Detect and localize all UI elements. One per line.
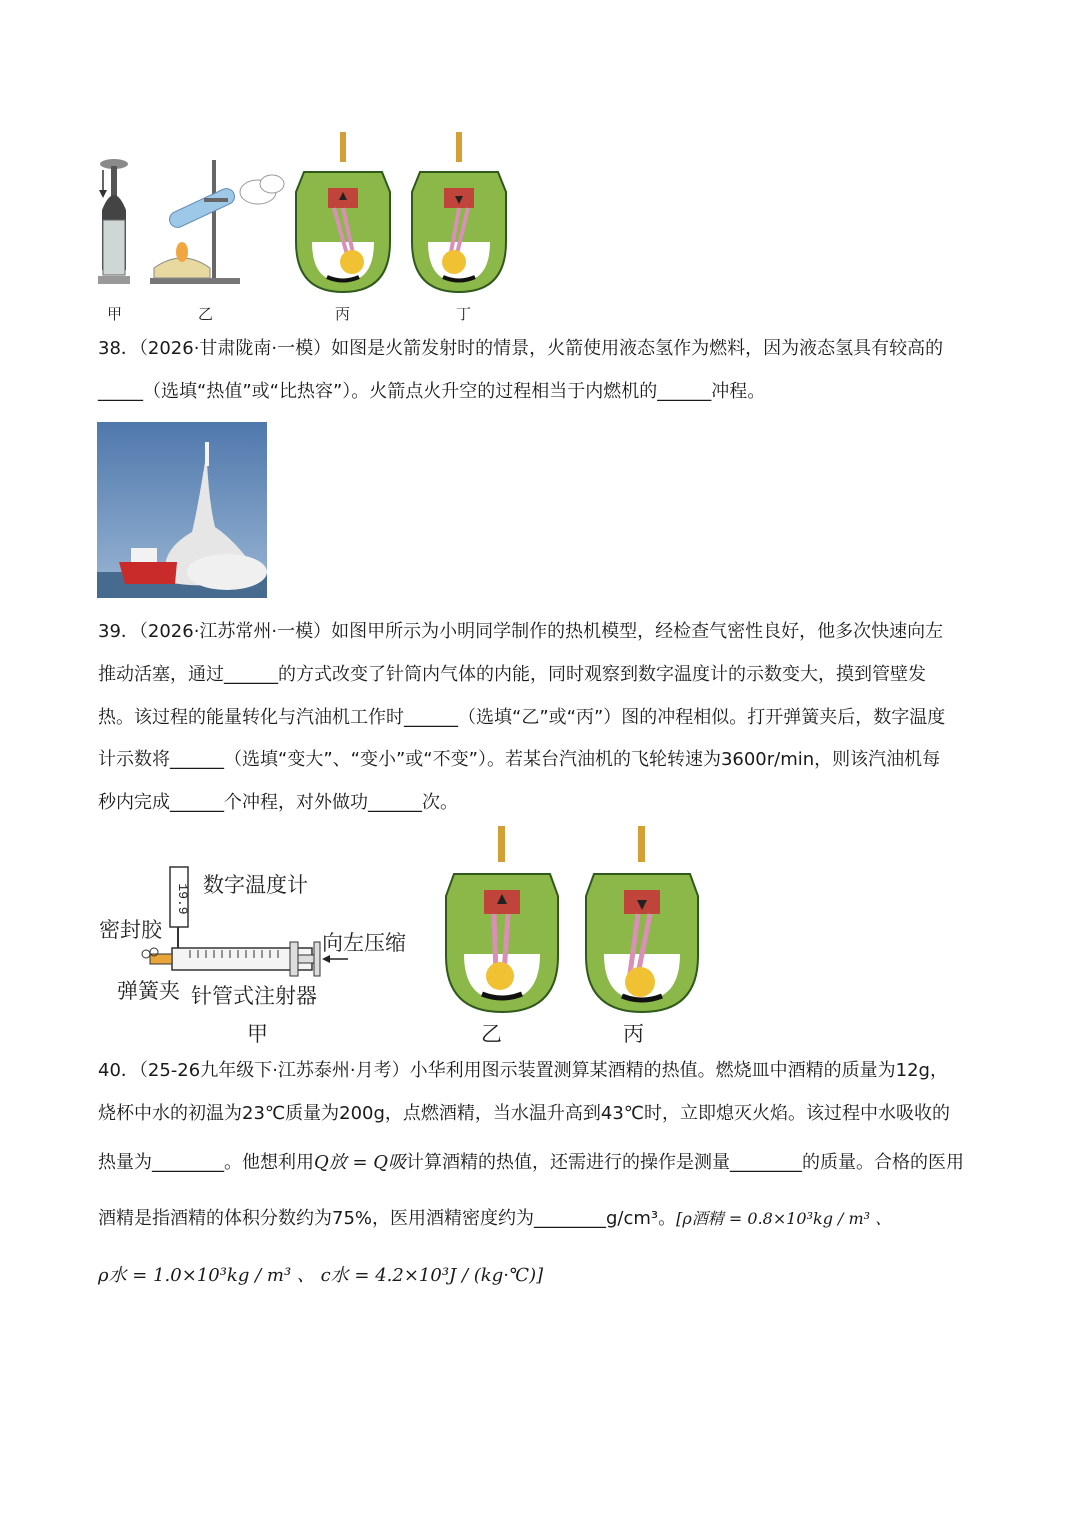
q40-water-constants-formula: ρ水 = 1.0×10³kg / m³ 、 c水 = 4.2×10³J / (kg·℃)]: [98, 1265, 544, 1286]
q40-line-2: 烧杯中水的初温为23℃质量为200g，点燃酒精，当水温升高到43℃时，立即熄灭火焰。该过程中水吸收的: [98, 1103, 951, 1124]
q40-line-5: [98, 1263, 543, 1289]
q40-line-1: 40．（25-26九年级下·江苏泰州·月考）小华利用图示装置测算某酒精的热值。燃烧皿中酒精的质量为12g，: [98, 1060, 948, 1081]
q39-line-2: 推动活塞，通过______的方式改变了针筒内气体的内能，同时观察到数字温度计的示数变大，摸到管壁发: [98, 664, 926, 685]
q40-alcohol-density-formula: [ρ酒精 = 0.8×10³kg / m³ 、: [676, 1209, 892, 1228]
figure-label-yi: 乙: [198, 305, 214, 323]
q40-line-3: [98, 1150, 964, 1176]
caption-yi: 乙: [481, 1022, 502, 1046]
caption-bing: 丙: [623, 1022, 644, 1046]
q40-heat-formula: Q放 = Q吸: [314, 1152, 407, 1173]
engine-figure-bing: [586, 826, 698, 1012]
figure-label-ding: 丁: [456, 305, 472, 323]
label-digital-thermometer: 数字温度计: [203, 873, 308, 897]
test-tube-heating-figure: [150, 160, 284, 284]
q39-engine-figures: [440, 826, 700, 1016]
label-push-left: 向左压缩: [322, 931, 406, 955]
caption-jia: 甲: [247, 1022, 268, 1046]
q38-line-1: 38．（2026·甘肃陇南·一模）如图是火箭发射时的情景，火箭使用液态氢作为燃料，因为液态氢具有较高的: [98, 338, 944, 359]
q40-line-4-start: 酒精是指酒精的体积分数约为75%，医用酒精密度约为________g/cm³。: [98, 1208, 677, 1229]
label-sealant: 密封胶: [99, 918, 162, 942]
q40-line-3-end: 计算酒精的热值，还需进行的操作是测量________的质量。合格的医用: [406, 1152, 965, 1173]
q39-line-1: 39．（2026·江苏常州·一模）如图甲所示为小明同学制作的热机模型，经检查气密性良好，他多次快速向左: [98, 621, 944, 642]
figure-label-bing: 丙: [335, 305, 351, 323]
label-spring-clip: 弹簧夹: [117, 979, 180, 1003]
engine-figure-yi: [446, 826, 558, 1012]
q39-line-4: 计示数将______（选填“变大”、“变小”或“不变”）。若某台汽油机的飞轮转速为3600r/min，则该汽油机每: [98, 749, 941, 770]
rocket-launch-photo: [97, 422, 267, 598]
q40-line-4: [98, 1206, 891, 1232]
engine-figure-bing-top: [296, 132, 390, 292]
q39-line-3: 热。该过程的能量转化与汽油机工作时______（选填“乙”或“丙”）图的冲程相似。打开弹簧夹后，数字温度: [98, 707, 946, 728]
engine-figure-ding-top: [412, 132, 506, 292]
air-compression-tube-figure: [98, 159, 130, 284]
thermometer-reading: 19.9: [175, 883, 190, 915]
figure-label-jia: 甲: [107, 305, 123, 323]
q39-line-5: 秒内完成______个冲程，对外做功______次。: [98, 792, 458, 813]
q40-line-3-start: 热量为________。他想利用: [98, 1152, 314, 1173]
top-figure-row: [92, 120, 532, 330]
label-syringe: 针管式注射器: [191, 984, 317, 1008]
q38-line-2: _____（选填“热值”或“比热容”）。火箭点火升空的过程相当于内燃机的______冲程。: [98, 381, 766, 402]
